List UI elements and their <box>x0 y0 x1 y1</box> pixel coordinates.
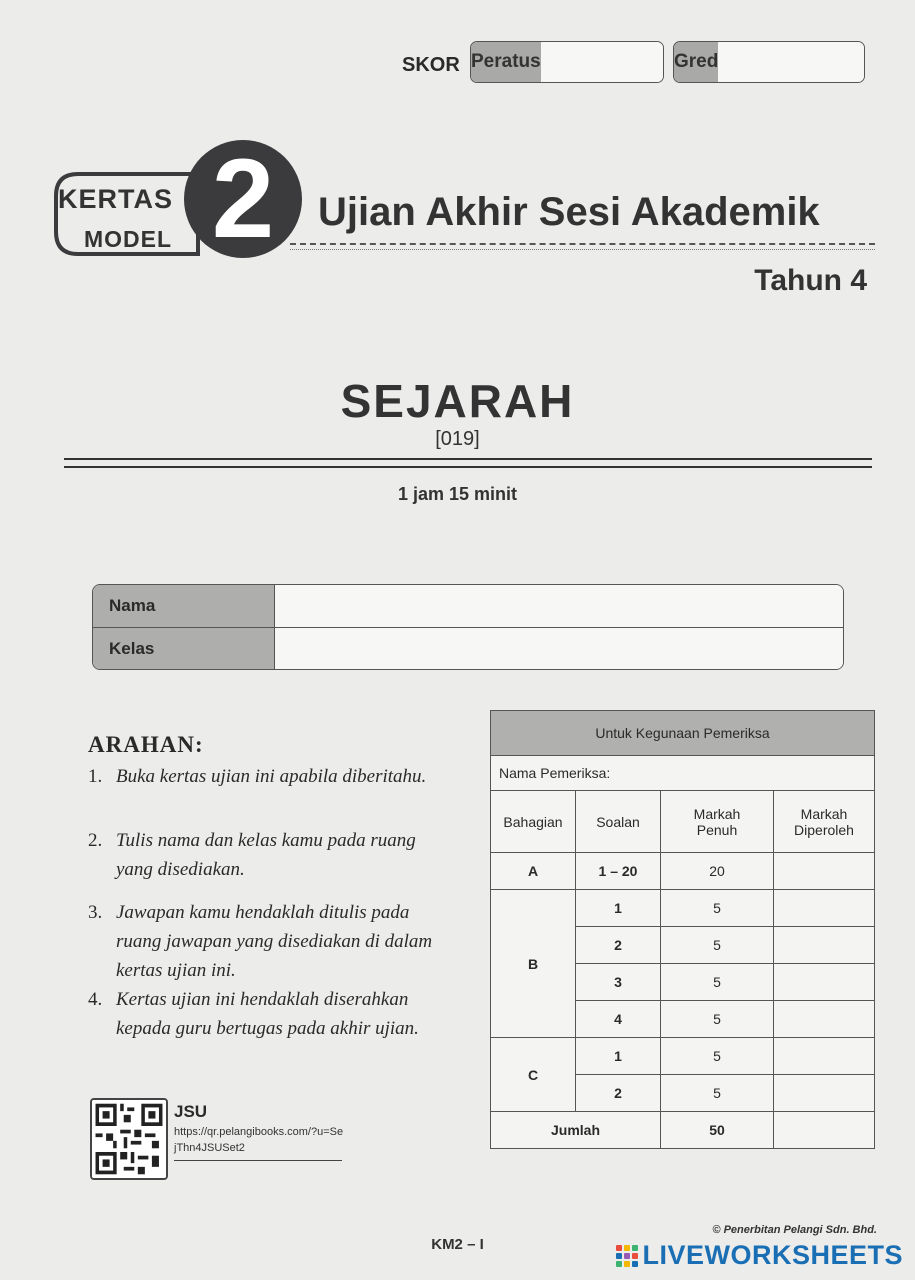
jumlah-penuh: 50 <box>661 1112 774 1149</box>
soalan-cell: 3 <box>576 964 661 1001</box>
instruction-number: 1. <box>88 766 103 787</box>
nama-input[interactable] <box>275 585 843 627</box>
header-soalan: Soalan <box>576 791 661 853</box>
kelas-label: Kelas <box>93 628 275 670</box>
instruction-text: Buka kertas ujian ini apabila diberitahu. <box>116 766 427 787</box>
subject-code: [019] <box>435 428 480 450</box>
instruction-text: Kertas ujian ini hendaklah diserahkan kepada guru bertugas pada akhir ujian. <box>116 989 419 1039</box>
gred-label: Gred <box>674 42 718 82</box>
header-markah-diperoleh: Markah Diperoleh <box>774 791 875 853</box>
kelas-input[interactable] <box>275 628 843 670</box>
diperoleh-cell[interactable] <box>774 1038 875 1075</box>
paper-number-badge: 2 <box>184 140 302 258</box>
section-a: A <box>491 853 576 890</box>
header-bahagian: Bahagian <box>491 791 576 853</box>
exam-title: Ujian Akhir Sesi Akademik <box>318 190 820 234</box>
diperoleh-cell[interactable] <box>774 890 875 927</box>
penuh-cell: 5 <box>661 964 774 1001</box>
instruction-item <box>88 762 448 791</box>
divider <box>64 466 872 468</box>
qr-code-icon[interactable] <box>90 1098 168 1180</box>
instruction-item <box>88 826 448 884</box>
peratus-input[interactable] <box>541 42 664 82</box>
instruction-number: 3. <box>88 902 103 923</box>
table-row <box>491 853 875 890</box>
page-number: KM2 – I <box>431 1236 484 1253</box>
diperoleh-cell[interactable] <box>774 1075 875 1112</box>
instruction-text: Jawapan kamu hendaklah ditulis pada ruang jawapan yang disediakan di dalam kertas ujian ini. <box>116 902 433 981</box>
instruction-number: 4. <box>88 989 103 1010</box>
soalan-cell: 1 <box>576 890 661 927</box>
examiner-table <box>490 710 875 1149</box>
peratus-label: Peratus <box>471 42 541 82</box>
liveworksheets-text: LIVEWORKSHEETS <box>642 1240 903 1270</box>
title-underline-dotted <box>290 249 875 250</box>
diperoleh-cell[interactable] <box>774 964 875 1001</box>
instruction-item <box>88 985 448 1043</box>
soalan-cell: 2 <box>576 1075 661 1112</box>
header-markah-penuh: Markah Penuh <box>661 791 774 853</box>
arahan-title: ARAHAN: <box>88 732 204 757</box>
divider <box>64 458 872 460</box>
penuh-cell: 20 <box>661 853 774 890</box>
section-b: B <box>491 890 576 1038</box>
table-title: Untuk Kegunaan Pemeriksa <box>491 711 875 756</box>
gred-box <box>673 41 865 83</box>
soalan-cell: 1 <box>576 1038 661 1075</box>
instruction-text: Tulis nama dan kelas kamu pada ruang yang disediakan. <box>116 830 416 880</box>
jsu-label: JSU <box>174 1102 208 1121</box>
table-row <box>491 890 875 927</box>
year-label: Tahun 4 <box>754 264 867 297</box>
section-c: C <box>491 1038 576 1112</box>
copyright: © Penerbitan Pelangi Sdn. Bhd. <box>712 1224 877 1236</box>
skor-label: SKOR <box>402 54 460 76</box>
diperoleh-cell[interactable] <box>774 853 875 890</box>
soalan-cell: 2 <box>576 927 661 964</box>
instruction-number: 2. <box>88 830 103 851</box>
duration: 1 jam 15 minit <box>397 484 518 504</box>
penuh-cell: 5 <box>661 890 774 927</box>
liveworksheets-brand[interactable] <box>616 1240 903 1271</box>
soalan-cell: 1 – 20 <box>576 853 661 890</box>
jsu-url[interactable]: https://qr.pelangibooks.com/?u=SejThn4JSUSet2 <box>174 1126 344 1154</box>
table-row <box>491 1038 875 1075</box>
jumlah-diperoleh[interactable] <box>774 1112 875 1149</box>
diperoleh-cell[interactable] <box>774 927 875 964</box>
jumlah-label: Jumlah <box>491 1112 661 1149</box>
nama-pemeriksa-label: Nama Pemeriksa: <box>491 756 875 791</box>
model-text: MODEL <box>84 226 173 252</box>
penuh-cell: 5 <box>661 1001 774 1038</box>
table-row <box>491 1112 875 1149</box>
penuh-cell: 5 <box>661 1038 774 1075</box>
peratus-box <box>470 41 664 83</box>
penuh-cell: 5 <box>661 927 774 964</box>
subject-title: SEJARAH <box>340 375 575 427</box>
kertas-text: KERTAS <box>58 184 174 214</box>
jsu-underline <box>174 1160 342 1161</box>
gred-input[interactable] <box>718 42 865 82</box>
title-underline <box>290 243 875 245</box>
diperoleh-cell[interactable] <box>774 1001 875 1038</box>
soalan-cell: 4 <box>576 1001 661 1038</box>
nama-label: Nama <box>93 585 275 627</box>
liveworksheets-logo-icon <box>616 1245 638 1267</box>
instruction-item <box>88 898 448 985</box>
student-info-box <box>92 584 844 670</box>
penuh-cell: 5 <box>661 1075 774 1112</box>
